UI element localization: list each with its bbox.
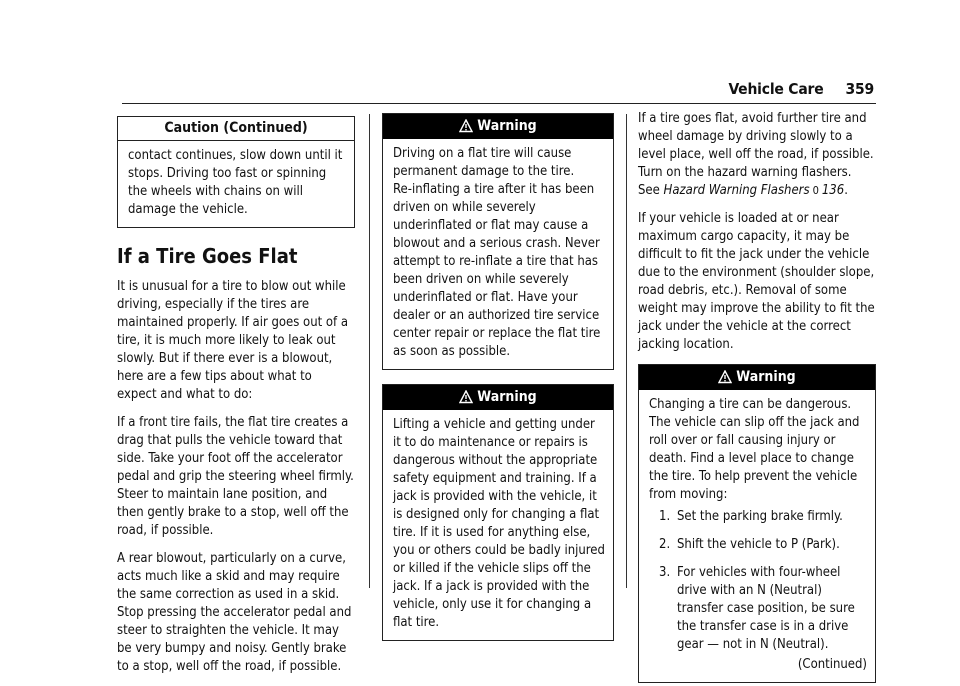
step-number: 2.: [659, 537, 671, 552]
warning-text: [639, 390, 875, 682]
section-heading: If a Tire Goes Flat: [117, 244, 298, 268]
step-number: 3.: [659, 565, 671, 580]
step-text: Shift the vehicle to P (Park).: [677, 537, 840, 552]
column-divider-2: [626, 114, 627, 588]
paragraph: If your vehicle is loaded at or near maximum cargo capacity, it may be difficult to fit the jack under the vehicle due to the environment (shoulder slope, road debris, etc.). Removal of some weight may improve the ability to fit the jack under the vehicle at the correct jacking location.: [638, 211, 875, 352]
list-item: [649, 536, 867, 554]
cross-reference-link[interactable]: Hazard Warning Flashers: [663, 183, 810, 198]
right-column: [638, 110, 876, 683]
warning-header: [639, 365, 875, 390]
warning-text: [383, 139, 613, 369]
continued-label: (Continued): [797, 657, 867, 672]
step-text: For vehicles with four-wheel drive with an N (Neutral) transfer case position, be sure the transfer case is in a drive gear — not in N (Neutral).: [677, 565, 855, 652]
caution-box: [117, 116, 355, 228]
warning-icon: [459, 118, 477, 134]
warning-line: Driving on a flat tire will cause permanent damage to the tire.: [393, 146, 575, 179]
section-title: Vehicle Care: [728, 80, 824, 98]
page-number: 359: [845, 80, 874, 98]
warning-header: [383, 114, 613, 139]
warning-box: [382, 384, 614, 641]
warning-line: Re-inflating a tire after it has been driven on while severely underinflated or flat may cause a blowout and a serious crash. Never attempt to re-inflate a tire that has been driven on while severely underinflated or flat. Have your dealer or an authorized tire service center repair or replace the flat tire as soon as possible.: [393, 182, 601, 359]
warning-text: Lifting a vehicle and getting under it to do maintenance or repairs is dangerous without the appropriate safety equipment and training. If a jack is provided with the vehicle, it is designed only for changing a flat tire. If it is used for anything else, you or others could be badly injured or killed if the vehicle slips off the jack. If a jack is provided with the vehicle, only use it for changing a flat tire.: [393, 417, 605, 630]
step-text: Set the parking brake firmly.: [677, 509, 843, 524]
warning-intro: Changing a tire can be dangerous. The vehicle can slip off the jack and roll over or fall causing injury or death. Find a level place to change the tire. To help prevent the vehicle from moving:: [649, 397, 860, 502]
warning-title: Warning: [477, 389, 537, 405]
cross-reference-page[interactable]: 136: [821, 183, 845, 198]
warning-icon: [459, 389, 477, 405]
paragraph-end: .: [844, 183, 848, 198]
paragraph: [638, 110, 876, 200]
page-ref-symbol: 0: [812, 184, 819, 197]
list-item: [649, 508, 867, 526]
column-divider-1: [369, 114, 370, 588]
warning-box: [638, 364, 876, 683]
paragraph-text: If a tire goes flat, avoid further tire and wheel damage by driving slowly to a level place, well off the road, if possible. Turn on the hazard warning flashers. See: [638, 111, 874, 198]
warning-title: Warning: [477, 118, 537, 134]
middle-column: [382, 113, 614, 641]
warning-title: Warning: [736, 369, 796, 385]
warning-icon: [718, 369, 736, 385]
list-item: [649, 564, 867, 654]
caution-text: contact continues, slow down until it stops. Driving too fast or spinning the wheels with chains on will damage the vehicle.: [128, 148, 343, 217]
warning-header: [383, 385, 613, 410]
paragraph: If a front tire fails, the flat tire creates a drag that pulls the vehicle toward that side. Take your foot off the accelerator pedal and grip the steering wheel firmly. Steer to maintain lane position, and then gently brake to a stop, well off the road, if possible.: [117, 415, 354, 538]
step-number: 1.: [659, 509, 671, 524]
header-rule: [122, 103, 876, 104]
paragraph: A rear blowout, particularly on a curve, acts much like a skid and may require the same correction as used in a skid. Stop pressing the accelerator pedal and steer to straighten the vehicle. It may be very bumpy and noisy. Gently brake to a stop, well off the road, if possible.: [117, 551, 352, 674]
steps-list: [649, 508, 867, 654]
left-column: [117, 116, 355, 686]
caution-title: Caution (Continued): [118, 117, 354, 141]
paragraph: It is unusual for a tire to blow out while driving, especially if the tires are maintained properly. If air goes out of a tire, it is much more likely to leak out slowly. But if there ever is a blowout, here are a few tips about what to expect and what to do:: [117, 279, 349, 402]
page-header: [0, 80, 874, 98]
warning-box: [382, 113, 614, 370]
